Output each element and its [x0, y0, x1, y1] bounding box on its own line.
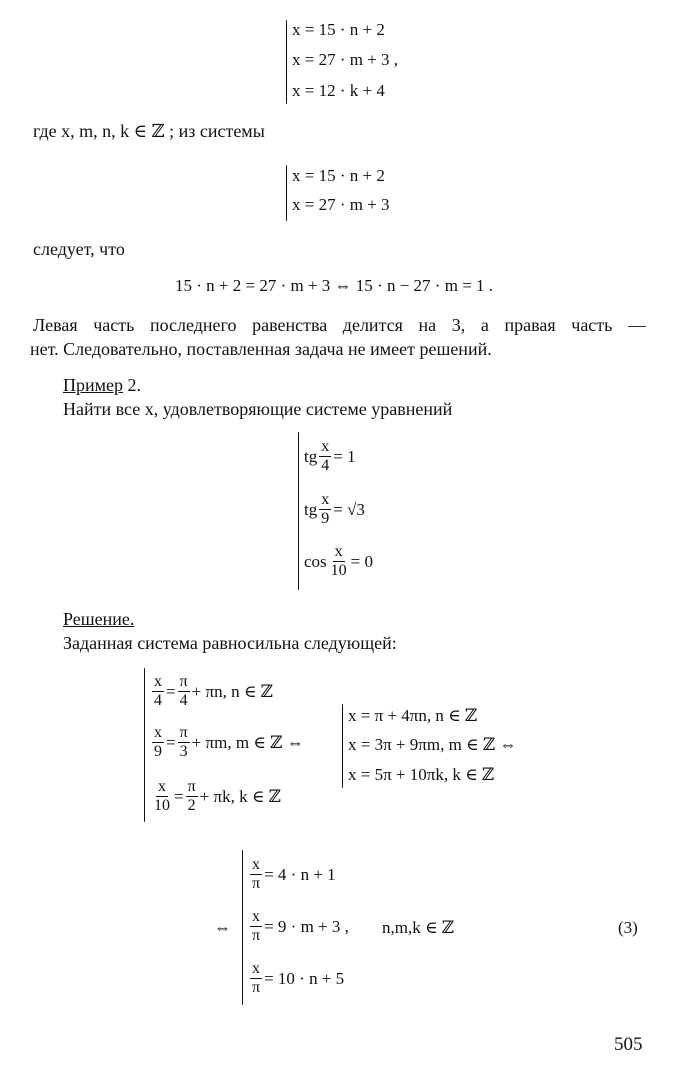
- denominator: 9: [154, 743, 162, 760]
- denominator: π: [252, 979, 261, 996]
- denominator: 10: [154, 797, 170, 814]
- equation-row: [248, 960, 344, 997]
- paragraph-line: нет. Следовательно, поставленная задача не имеет решений.: [30, 339, 492, 359]
- denominator: 4: [321, 457, 330, 474]
- equation-line: x = 15 · n + 2: [292, 166, 385, 185]
- numerator: x: [334, 543, 343, 560]
- brace: [342, 704, 343, 788]
- brace: [286, 20, 287, 104]
- denominator: 4: [179, 692, 188, 709]
- fraction: [178, 673, 190, 710]
- example-heading: [63, 374, 141, 396]
- page-number: 505: [614, 1034, 643, 1055]
- function-name: tg: [304, 446, 318, 466]
- denominator: 9: [321, 510, 330, 527]
- text-line: следует, что: [33, 239, 125, 259]
- equation-line: x = 27 · m + 3 ,: [292, 50, 399, 69]
- equation-row: [248, 856, 336, 893]
- rhs: + πm, m ∈ ℤ ⇔: [191, 732, 304, 752]
- equation-line: x = π + 4πn, n ∈ ℤ: [348, 706, 478, 725]
- rhs: = 9 · m + 3 ,: [264, 916, 349, 936]
- equation-row: [304, 438, 356, 475]
- equals: =: [166, 681, 176, 701]
- fraction: [319, 491, 331, 528]
- numerator: x: [321, 438, 330, 455]
- condition: n,m,k ∈ ℤ: [382, 918, 455, 937]
- rhs: = 4 · n + 1: [264, 864, 336, 884]
- denominator: π: [252, 875, 261, 892]
- numerator: π: [179, 724, 188, 741]
- function-name: tg: [304, 499, 318, 519]
- denominator: 10: [330, 562, 347, 579]
- equation-line: x = 12 · k + 4: [292, 81, 385, 100]
- rhs: = 0: [350, 551, 374, 571]
- equation-row: [150, 778, 281, 815]
- rhs: + πn, n ∈ ℤ: [191, 681, 274, 701]
- equation-line: x = 5π + 10πk, k ∈ ℤ: [348, 765, 495, 784]
- equation-line: x = 15 · n + 2: [292, 20, 385, 39]
- rhs: = 10 · n + 5: [264, 968, 345, 988]
- numerator: x: [252, 908, 261, 925]
- fraction: [329, 543, 349, 580]
- fraction: [250, 908, 262, 945]
- numerator: π: [187, 778, 196, 795]
- denominator: 3: [179, 743, 188, 760]
- equals: =: [166, 732, 176, 752]
- equation-row: [248, 908, 349, 945]
- equation-line: x = 27 · m + 3: [292, 195, 390, 214]
- rhs: = 1: [333, 446, 356, 466]
- numerator: x: [252, 856, 261, 873]
- fraction: [152, 724, 164, 761]
- example-number: 2.: [123, 375, 142, 395]
- solution-title: Решение.: [63, 609, 135, 629]
- numerator: x: [154, 724, 162, 741]
- fraction: [178, 724, 190, 761]
- denominator: π: [252, 927, 261, 944]
- fraction: [250, 960, 262, 997]
- equivalence-symbol: ⇔: [214, 918, 231, 937]
- fraction: [186, 778, 198, 815]
- fraction: [152, 673, 164, 710]
- equation-row: [304, 491, 365, 528]
- paragraph-line: Левая часть последнего равенства делится на 3, а правая часть —: [33, 315, 646, 335]
- equals: =: [174, 786, 184, 806]
- fraction: [319, 438, 331, 475]
- fraction: [250, 856, 262, 893]
- rhs: = √3: [333, 499, 365, 519]
- example-title: Пример: [63, 375, 124, 395]
- equation-row: [150, 724, 304, 761]
- numerator: x: [154, 673, 162, 690]
- numerator: x: [158, 778, 166, 795]
- denominator: 4: [154, 692, 162, 709]
- task-text: Найти все x, удовлетворяющие системе уравнений: [63, 399, 453, 419]
- equation-row: [150, 673, 273, 710]
- denominator: 2: [187, 797, 196, 814]
- numerator: x: [252, 960, 261, 977]
- brace: [242, 850, 243, 1005]
- equation-line: x = 3π + 9πm, m ∈ ℤ ⇔: [348, 735, 517, 754]
- fraction: [152, 778, 172, 815]
- text-line: Заданная система равносильна следующей:: [63, 633, 397, 653]
- rhs: + πk, k ∈ ℤ: [199, 786, 282, 806]
- equation-row: [304, 543, 373, 580]
- brace: [298, 432, 299, 590]
- equation-label: (3): [618, 918, 638, 937]
- text-line: где x, m, n, k ∈ ℤ ; из системы: [33, 121, 265, 141]
- brace: [144, 668, 145, 822]
- function-name: cos: [304, 551, 327, 571]
- brace: [286, 165, 287, 221]
- numerator: π: [179, 673, 188, 690]
- equation-line: 15 · n + 2 = 27 · m + 3 ⇔ 15 · n − 27 · m = 1 .: [175, 276, 494, 295]
- numerator: x: [321, 491, 330, 508]
